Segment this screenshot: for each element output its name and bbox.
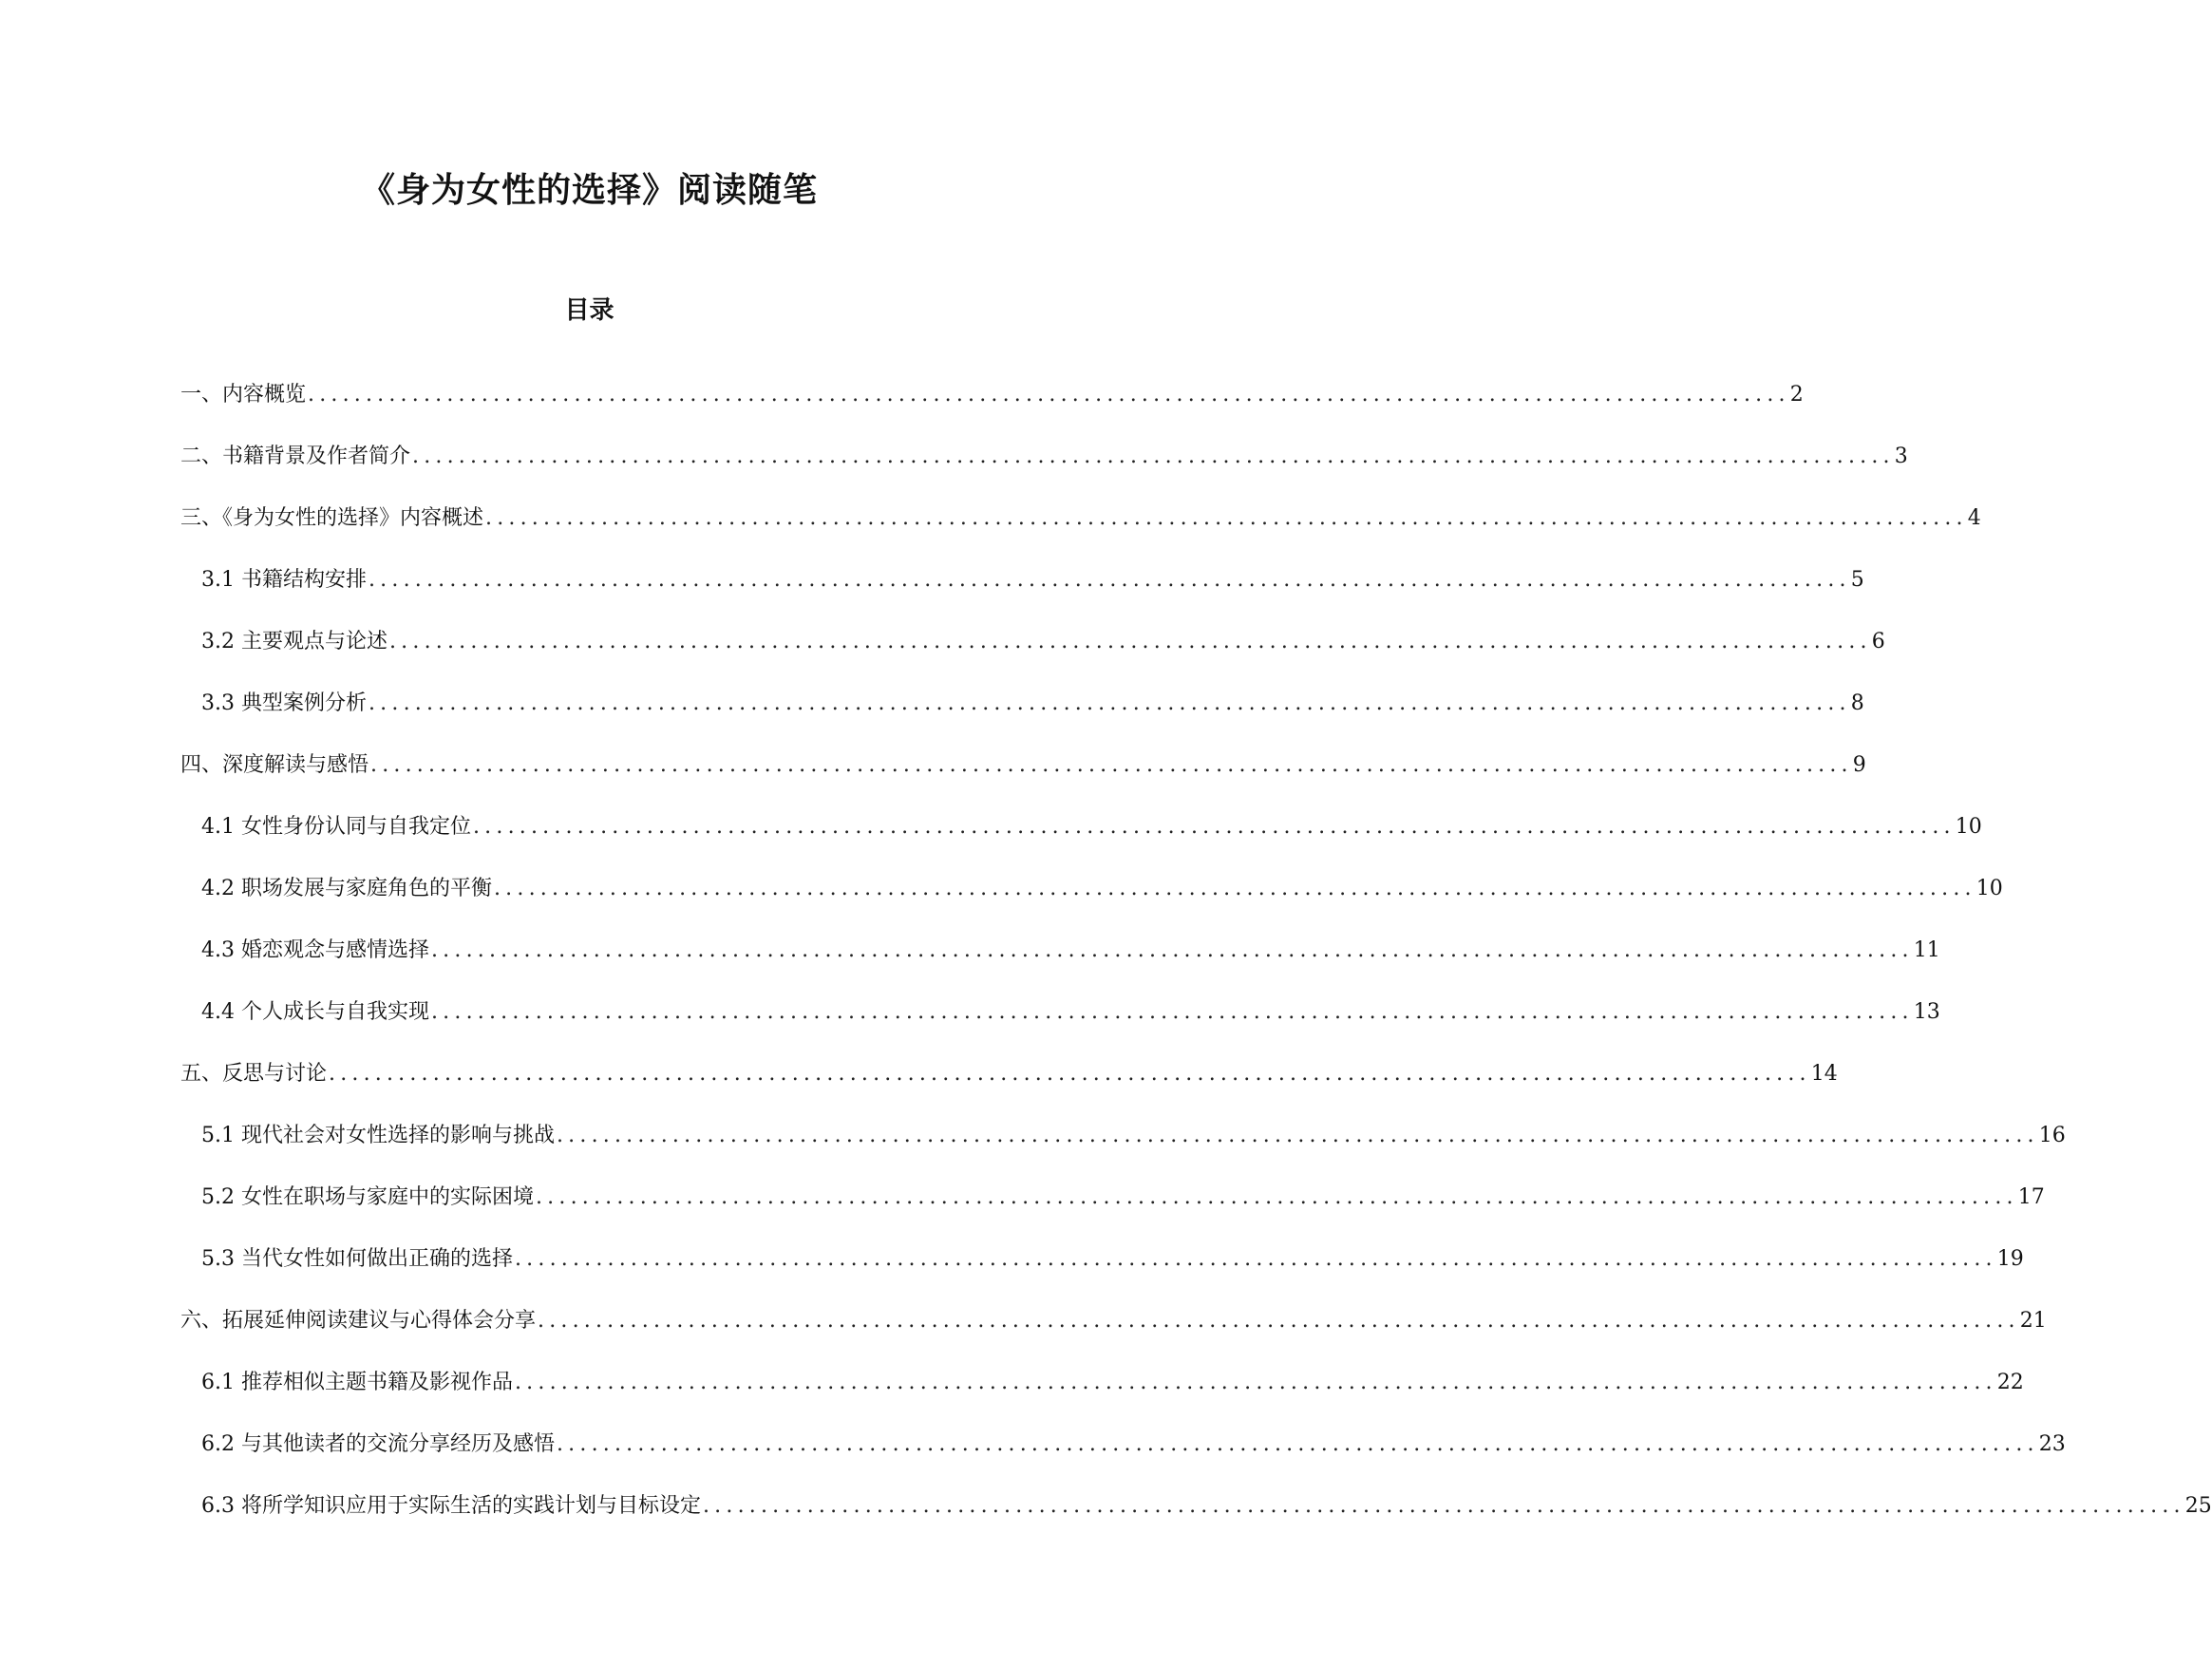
toc-entry[interactable]	[201, 565, 1864, 596]
toc-dot-leader: ................................................................................................................................	[514, 1247, 1997, 1271]
toc-entry-label: 一、内容概览	[180, 383, 307, 407]
toc-dot-leader: ................................................................................................................................	[493, 877, 1976, 900]
toc-entry-page: 13	[1913, 1000, 1940, 1024]
toc-entry-page: 6	[1871, 630, 1885, 653]
toc-entry[interactable]	[201, 812, 1982, 842]
toc-dot-leader: ................................................................................................................................	[514, 1371, 1997, 1394]
toc-entry-page: 11	[1913, 938, 1940, 962]
toc-heading: 目录	[564, 295, 614, 325]
toc-dot-leader: ................................................................................................................................	[702, 1494, 2185, 1518]
toc-entry-label: 4.1 女性身份认同与自我定位	[201, 815, 471, 839]
toc-dot-leader: ................................................................................................................................	[538, 1309, 2020, 1333]
toc-dot-leader: ................................................................................................................................	[556, 1432, 2039, 1456]
toc-entry-page: 16	[2038, 1124, 2066, 1147]
toc-dot-leader: ................................................................................................................................	[368, 691, 1851, 715]
toc-entry-page: 8	[1850, 691, 1864, 715]
toc-dot-leader: ................................................................................................................................	[472, 815, 1956, 839]
toc-entry[interactable]	[180, 380, 1804, 410]
toc-entry[interactable]	[201, 1368, 2024, 1398]
toc-entry-label: 4.4 个人成长与自我实现	[201, 1000, 429, 1024]
toc-entry-page: 5	[1850, 568, 1864, 592]
toc-entry-page: 10	[1955, 815, 1982, 839]
toc-entry-page: 2	[1789, 383, 1804, 407]
toc-entry-page: 23	[2038, 1432, 2066, 1456]
toc-entry-page: 4	[1967, 506, 1981, 530]
toc-dot-leader: ................................................................................................................................	[388, 630, 1872, 653]
toc-entry-page: 25	[2184, 1494, 2212, 1518]
toc-entry-label: 五、反思与讨论	[180, 1062, 328, 1086]
toc-entry[interactable]	[201, 874, 2003, 904]
toc-entry-label: 4.3 婚恋观念与感情选择	[201, 938, 429, 962]
toc-entry-label: 5.1 现代社会对女性选择的影响与挑战	[201, 1124, 555, 1147]
toc-dot-leader: ................................................................................................................................	[430, 938, 1914, 962]
toc-entry[interactable]	[180, 503, 1981, 534]
toc-entry-label: 四、深度解读与感悟	[180, 753, 369, 777]
toc-entry[interactable]	[201, 997, 1940, 1028]
toc-entry[interactable]	[201, 689, 1864, 719]
toc-dot-leader: ................................................................................................................................	[329, 1062, 1811, 1086]
toc-entry[interactable]	[180, 442, 1908, 472]
toc-dot-leader: ................................................................................................................................	[430, 1000, 1914, 1024]
toc-entry-label: 4.2 职场发展与家庭角色的平衡	[201, 877, 492, 900]
toc-entry[interactable]	[201, 1121, 2066, 1151]
toc-entry-page: 21	[2019, 1309, 2047, 1333]
toc-entry[interactable]	[180, 1059, 1838, 1089]
toc-entry-label: 6.1 推荐相似主题书籍及影视作品	[201, 1371, 513, 1394]
toc-dot-leader: ................................................................................................................................	[535, 1185, 2018, 1209]
toc-dot-leader: ................................................................................................................................	[308, 383, 1790, 407]
toc-entry-label: 三、《身为女性的选择》内容概述	[180, 506, 484, 530]
toc-entry-page: 17	[2017, 1185, 2045, 1209]
toc-entry-page: 10	[1976, 877, 2003, 900]
toc-entry[interactable]	[201, 1491, 2212, 1522]
toc-entry-page: 19	[1996, 1247, 2024, 1271]
toc-entry-label: 3.1 书籍结构安排	[201, 568, 367, 592]
toc-dot-leader: ................................................................................................................................	[412, 445, 1895, 468]
toc-entry-page: 14	[1810, 1062, 1838, 1086]
toc-dot-leader: ................................................................................................................................	[485, 506, 1968, 530]
toc-entry-label: 6.3 将所学知识应用于实际生活的实践计划与目标设定	[201, 1494, 701, 1518]
toc-entry-label: 六、拓展延伸阅读建议与心得体会分享	[180, 1309, 537, 1333]
toc-entry[interactable]	[201, 936, 1940, 966]
toc-entry-label: 3.3 典型案例分析	[201, 691, 367, 715]
document-title: 《身为女性的选择》阅读随笔	[360, 171, 818, 211]
toc-entry[interactable]	[201, 627, 1885, 657]
toc-entry-label: 二、书籍背景及作者简介	[180, 445, 411, 468]
toc-entry-page: 9	[1852, 753, 1866, 777]
toc-entry-label: 5.2 女性在职场与家庭中的实际困境	[201, 1185, 534, 1209]
toc-entry[interactable]	[201, 1244, 2024, 1275]
toc-entry[interactable]	[201, 1429, 2066, 1460]
toc-entry[interactable]	[201, 1183, 2045, 1213]
toc-entry-page: 3	[1894, 445, 1908, 468]
toc-dot-leader: ................................................................................................................................	[368, 568, 1851, 592]
toc-entry-label: 3.2 主要观点与论述	[201, 630, 388, 653]
toc-entry-label: 6.2 与其他读者的交流分享经历及感悟	[201, 1432, 555, 1456]
toc-dot-leader: ................................................................................................................................	[370, 753, 1853, 777]
toc-entry-page: 22	[1996, 1371, 2024, 1394]
toc-entry-label: 5.3 当代女性如何做出正确的选择	[201, 1247, 513, 1271]
toc-entry[interactable]	[180, 1306, 2047, 1336]
toc-entry[interactable]	[180, 750, 1866, 781]
toc-dot-leader: ................................................................................................................................	[556, 1124, 2039, 1147]
